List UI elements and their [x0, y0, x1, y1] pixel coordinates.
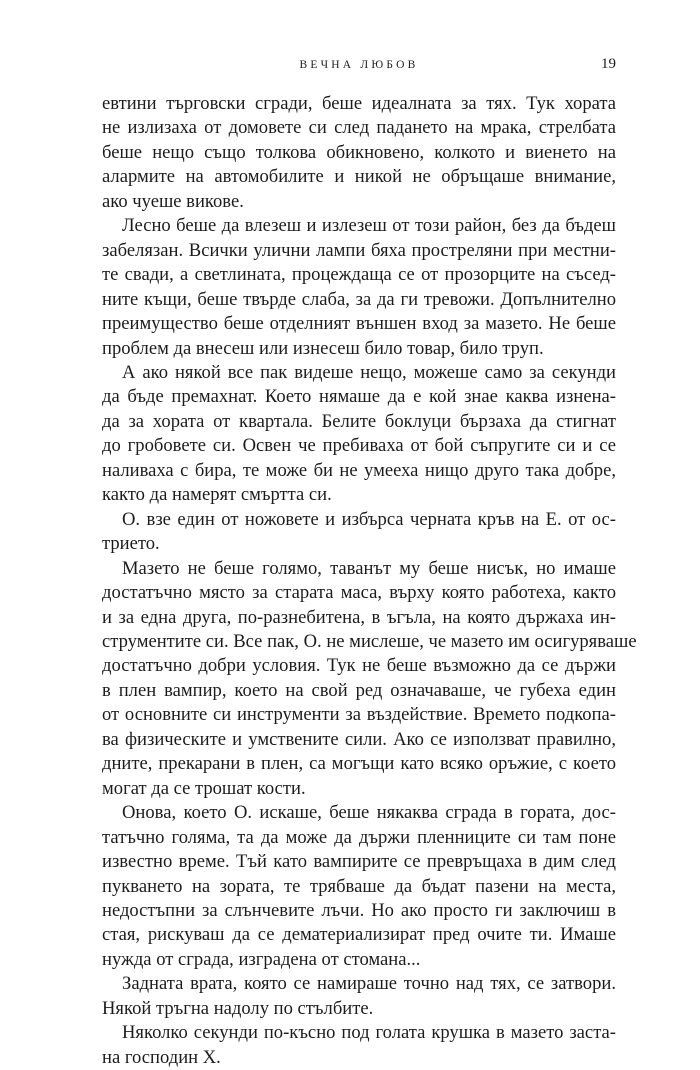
- paragraph: [102, 801, 616, 972]
- text-line: не излизаха от домовете си след падането на мрака, стрелбата: [102, 117, 616, 139]
- text-line: стая, рискуваш да се дематериализират пред очите ти. Имаше: [102, 924, 616, 946]
- paragraph: [102, 92, 616, 214]
- paragraph: [102, 214, 616, 361]
- text-line: известно време. Тъй като вампирите се превръщаха в дим след: [102, 851, 616, 873]
- text-line: достатъчно добри условия. Тук не беше възможно да се държи: [102, 655, 616, 677]
- text-line: Лесно беше да влезеш и излезеш от този район, без да бъдеш: [122, 215, 616, 237]
- text-line: на господин X.: [102, 1046, 221, 1068]
- text-line: Няколко секунди по-късно под голата крушка в мазето заста-: [122, 1022, 616, 1044]
- text-line: както да намерят смъртта си.: [102, 484, 332, 506]
- text-line: преимущество беше отделният външен вход за мазето. Не беше: [102, 313, 616, 335]
- text-line: могат да се трошат кости.: [102, 777, 306, 799]
- text-line: и за една друга, по-разнебитена, в ъгъла, на която държаха ин-: [102, 606, 616, 628]
- text-line: да бъде премахнат. Което нямаше да е кой знае каква изнена-: [102, 386, 616, 408]
- text-line: дните, прекарани в плен, са могъщи като всяко оръжие, с което: [102, 753, 616, 775]
- text-line: евтини търговски сгради, беше идеалната за тях. Тук хората: [102, 93, 616, 114]
- body-text: [102, 92, 637, 1070]
- text-line: О. взе един от ножовете и избърса черната кръв на Е. от ос-: [122, 508, 616, 530]
- running-title: ВЕЧНА ЛЮБОВ: [299, 59, 419, 71]
- text-line: пукването на зората, те трябваше да бъдат пазени на места,: [102, 875, 616, 897]
- text-line: беше нещо също толкова обикновено, колкото и виенето на: [102, 141, 616, 163]
- running-header: [102, 56, 616, 76]
- text-line: трието.: [102, 533, 160, 555]
- text-line: достатъчно място за старата маса, върху която работеха, както: [102, 582, 616, 604]
- text-line: Задната врата, която се намираше точно над тях, се затвори.: [122, 973, 616, 995]
- text-line: Някой тръгна надолу по стълбите.: [102, 997, 374, 1019]
- text-line: да за хората от квартала. Белите боклуци бързаха да стигнат: [102, 410, 616, 432]
- page-number: 19: [601, 56, 616, 72]
- paragraph: [102, 361, 616, 508]
- text-line: забелязан. Всички улични лампи бяха простреляни при местни-: [102, 239, 616, 261]
- text-line: в плен вампир, което на свой ред означаваше, че губеха един: [102, 679, 616, 701]
- text-line: Мазето не беше голямо, таванът му беше нисък, но имаше: [122, 557, 616, 579]
- paragraph: [102, 508, 616, 557]
- text-line: ако чуеше викове.: [102, 190, 244, 212]
- text-line: нужда от сграда, изградена от стомана...: [102, 948, 421, 970]
- text-line: до гробовете си. Освен че пребиваха от бой съпругите си и се: [102, 435, 616, 457]
- text-line: струментите си. Все пак, О. не мислеше, че мазето им осигуряваше: [102, 630, 637, 652]
- text-line: ва физическите и умствените сили. Ако се използват правилно,: [102, 728, 616, 750]
- text-line: наливаха с бира, те може би не умееха нищо друго така добре,: [102, 459, 616, 481]
- text-line: ните къщи, беше твърде слаба, за да ги тревожи. Допълнително: [102, 288, 616, 310]
- text-line: те свади, а светлината, процеждаща се от прозорците на съсед-: [102, 264, 616, 286]
- text-line: татъчно голяма, та да може да държи пленниците си там поне: [102, 826, 616, 848]
- text-line: недостъпни за слънчевите лъчи. Но ако просто ги заключиш в: [102, 899, 616, 921]
- text-line: алармите на автомобилите и никой не обръщаше внимание,: [102, 166, 616, 188]
- paragraph: [102, 557, 637, 802]
- text-line: от основните си инструменти за въздействие. Времето подкопа-: [102, 704, 616, 726]
- paragraph: [102, 972, 616, 1021]
- text-line: проблем да внесеш или изнесеш било товар, било труп.: [102, 337, 544, 359]
- text-line: Онова, което О. искаше, беше някаква сграда в гората, дос-: [122, 802, 616, 824]
- text-line: А ако някой все пак видеше нещо, можеше само за секунди: [122, 361, 616, 383]
- paragraph: [102, 1021, 616, 1070]
